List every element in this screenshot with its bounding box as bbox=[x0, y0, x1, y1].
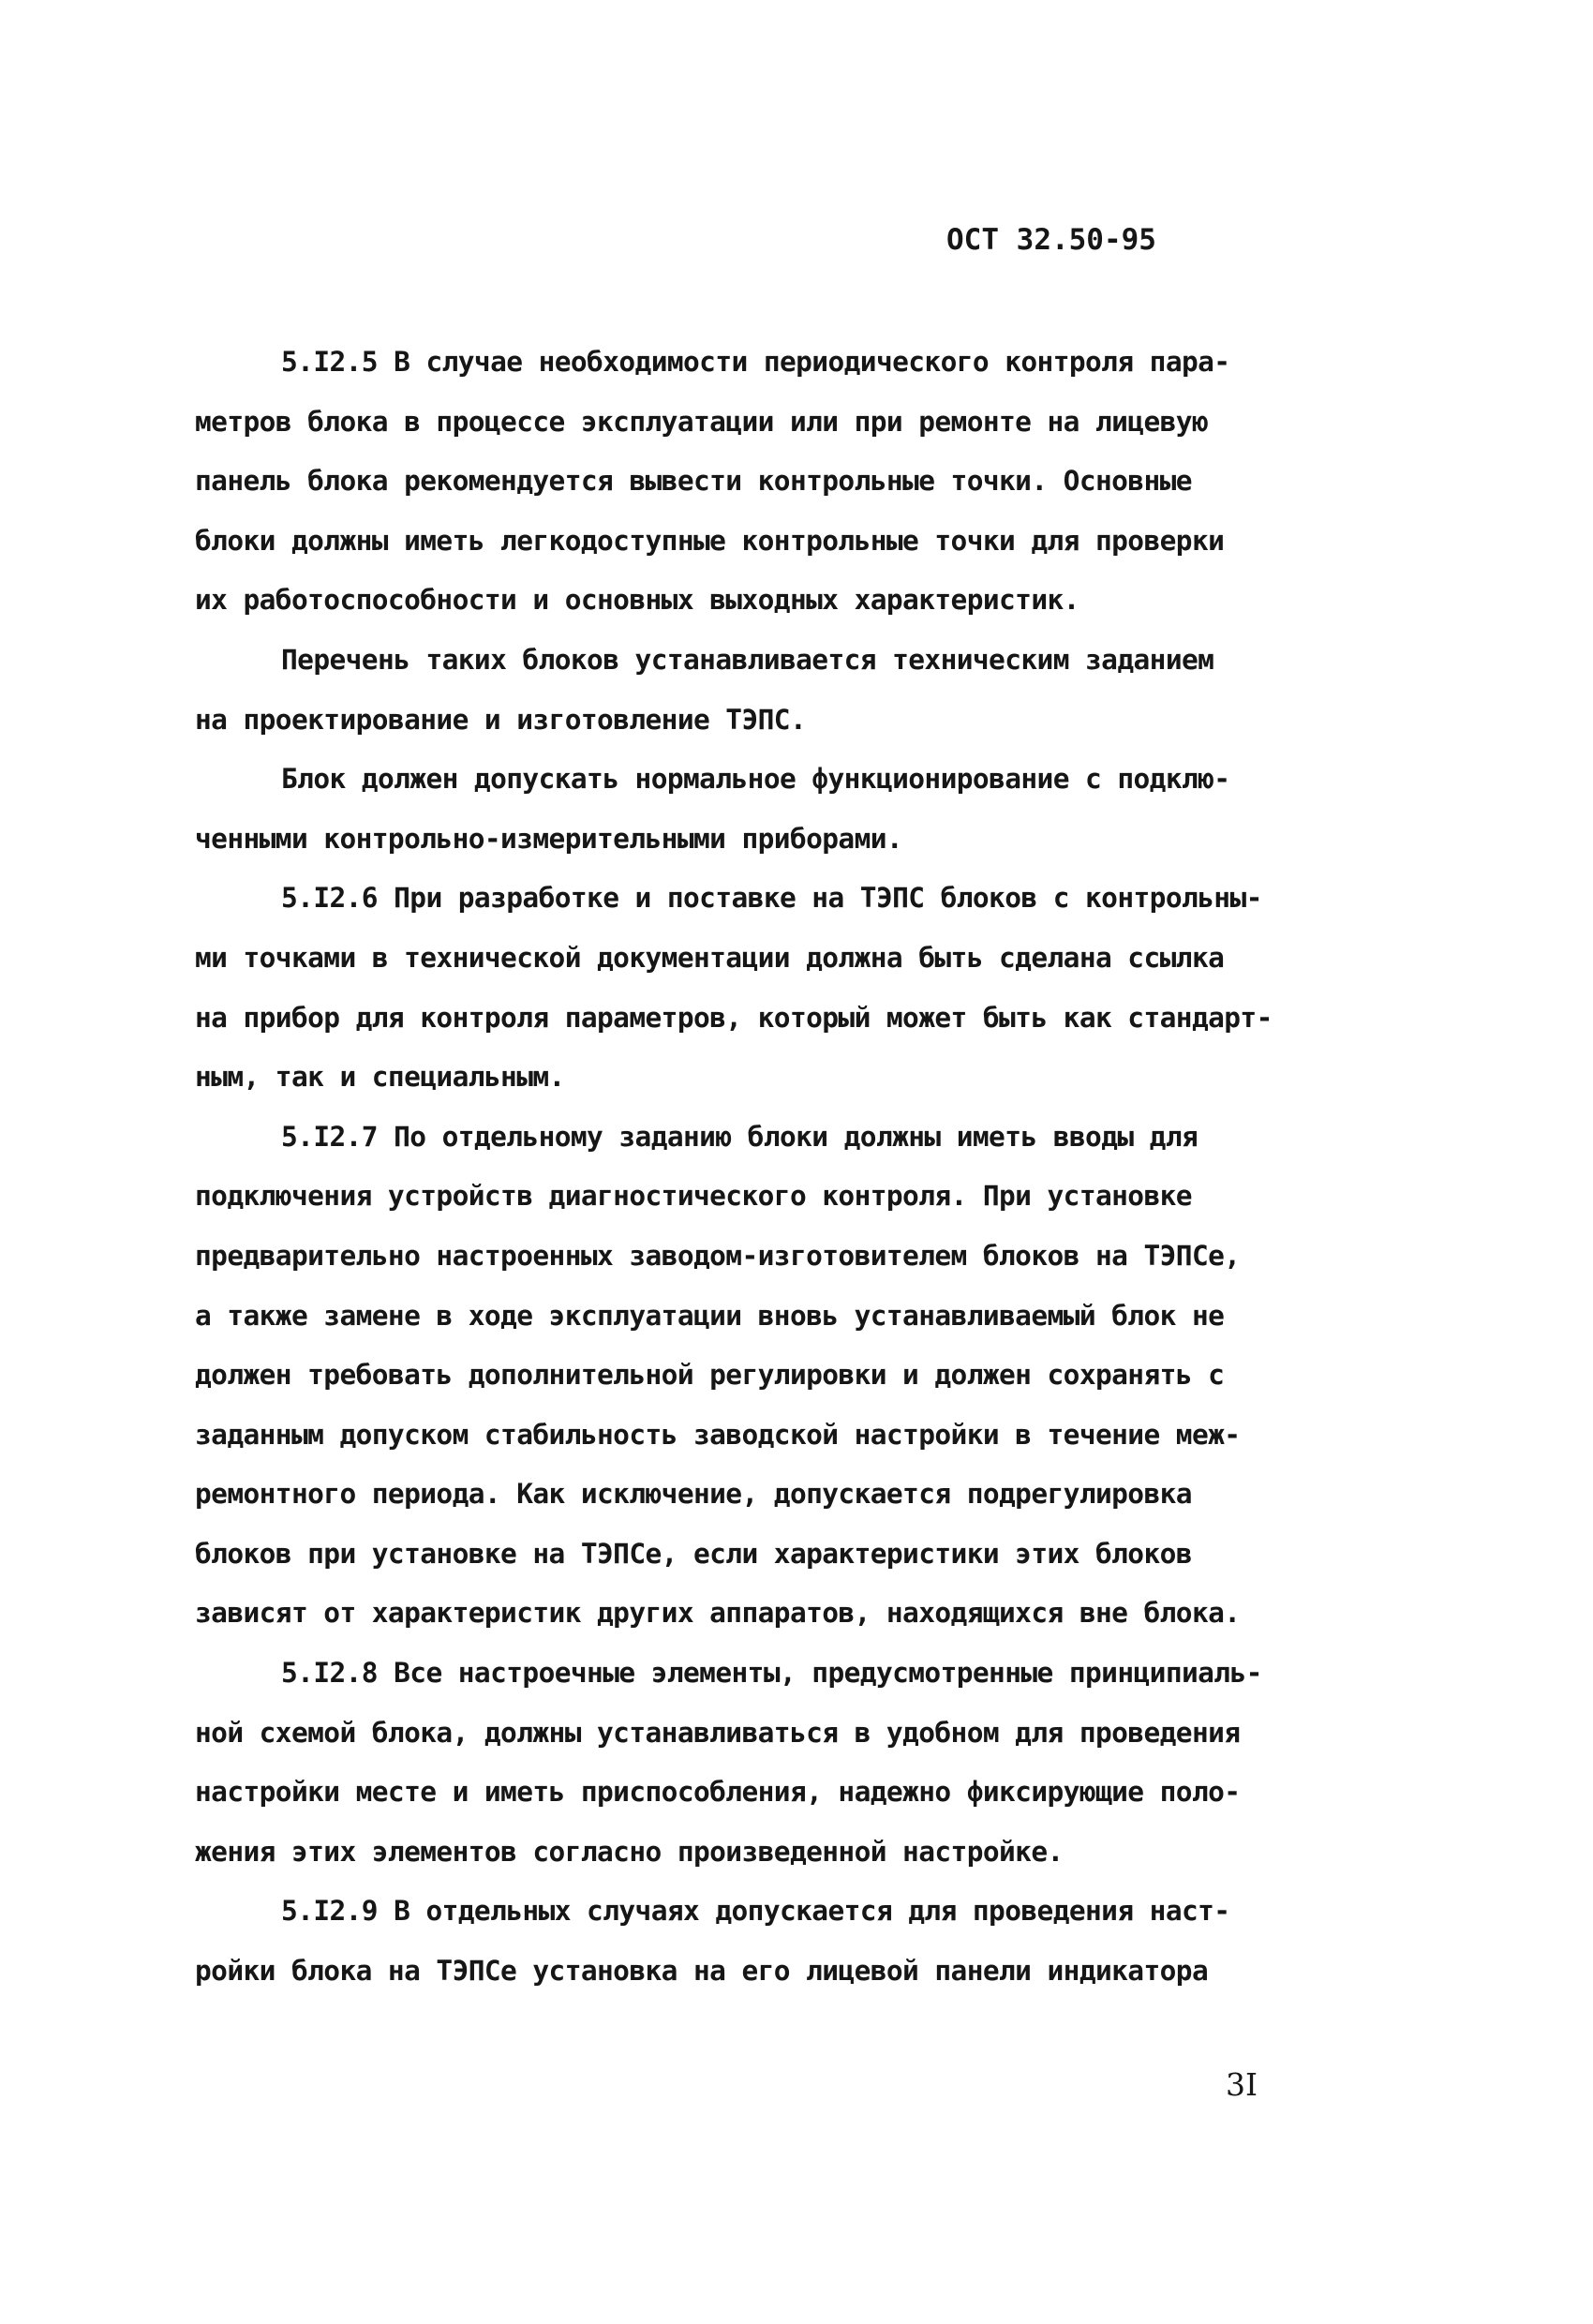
text-line: подключения устройств диагностического контроля. При установке bbox=[195, 1180, 1192, 1213]
text-line: жения этих элементов согласно произведенной настройке. bbox=[195, 1835, 1064, 1868]
text-line: настройки месте и иметь приспособления, надежно фиксирующие поло- bbox=[195, 1776, 1241, 1809]
text-line: блоки должны иметь легкодоступные контрольные точки для проверки bbox=[195, 524, 1225, 557]
text-line: ремонтного периода. Как исключение, допускается подрегулировка bbox=[195, 1478, 1192, 1511]
text-line: Блок должен допускать нормальное функционирование с подклю- bbox=[281, 763, 1230, 796]
text-line: на прибор для контроля параметров, который может быть как стандарт- bbox=[195, 1001, 1273, 1034]
text-line: 5.I2.6 При разработке и поставке на ТЭПС блоков с контрольны- bbox=[281, 882, 1262, 915]
text-line: ройки блока на ТЭПСе установка на его лицевой панели индикатора bbox=[195, 1955, 1209, 1988]
text-line: Перечень таких блоков устанавливается техническим заданием bbox=[281, 643, 1214, 676]
text-line: их работоспособности и основных выходных характеристик. bbox=[195, 584, 1079, 617]
text-line: ной схемой блока, должны устанавливаться в удобном для проведения bbox=[195, 1716, 1241, 1749]
text-line: ми точками в технической документации должна быть сделана ссылка bbox=[195, 941, 1225, 974]
text-line: должен требовать дополнительной регулировки и должен сохранять с bbox=[195, 1359, 1225, 1392]
text-line: а также замене в ходе эксплуатации вновь устанавливаемый блок не bbox=[195, 1299, 1225, 1332]
text-line: блоков при установке на ТЭПСе, если характеристики этих блоков bbox=[195, 1537, 1192, 1570]
text-line: панель блока рекомендуется вывести контрольные точки. Основные bbox=[195, 465, 1192, 498]
text-line: зависят от характеристик других аппаратов, находящихся вне блока. bbox=[195, 1597, 1241, 1630]
text-line: 5.I2.8 Все настроечные элементы, предусмотренные принципиаль- bbox=[281, 1657, 1262, 1690]
text-line: заданным допуском стабильность заводской настройки в течение меж- bbox=[195, 1418, 1241, 1451]
text-line: 5.I2.7 По отдельному заданию блоки должны иметь вводы для bbox=[281, 1120, 1198, 1153]
document-code: ОСТ 32.50-95 bbox=[946, 223, 1156, 257]
text-line: предварительно настроенных заводом-изготовителем блоков на ТЭПСе, bbox=[195, 1239, 1241, 1272]
text-line: метров блока в процессе эксплуатации или при ремонте на лицевую bbox=[195, 405, 1209, 438]
text-line: 5.I2.5 В случае необходимости периодического контроля пара- bbox=[281, 346, 1230, 378]
text-line: 5.I2.9 В отдельных случаях допускается для проведения наст- bbox=[281, 1895, 1230, 1928]
text-line: на проектирование и изготовление ТЭПС. bbox=[195, 703, 807, 736]
page-number: 3I bbox=[1226, 2066, 1258, 2103]
body-text bbox=[195, 333, 1404, 2002]
text-line: ченными контрольно-измерительными приборами. bbox=[195, 822, 903, 855]
text-line: ным, так и специальным. bbox=[195, 1061, 565, 1094]
